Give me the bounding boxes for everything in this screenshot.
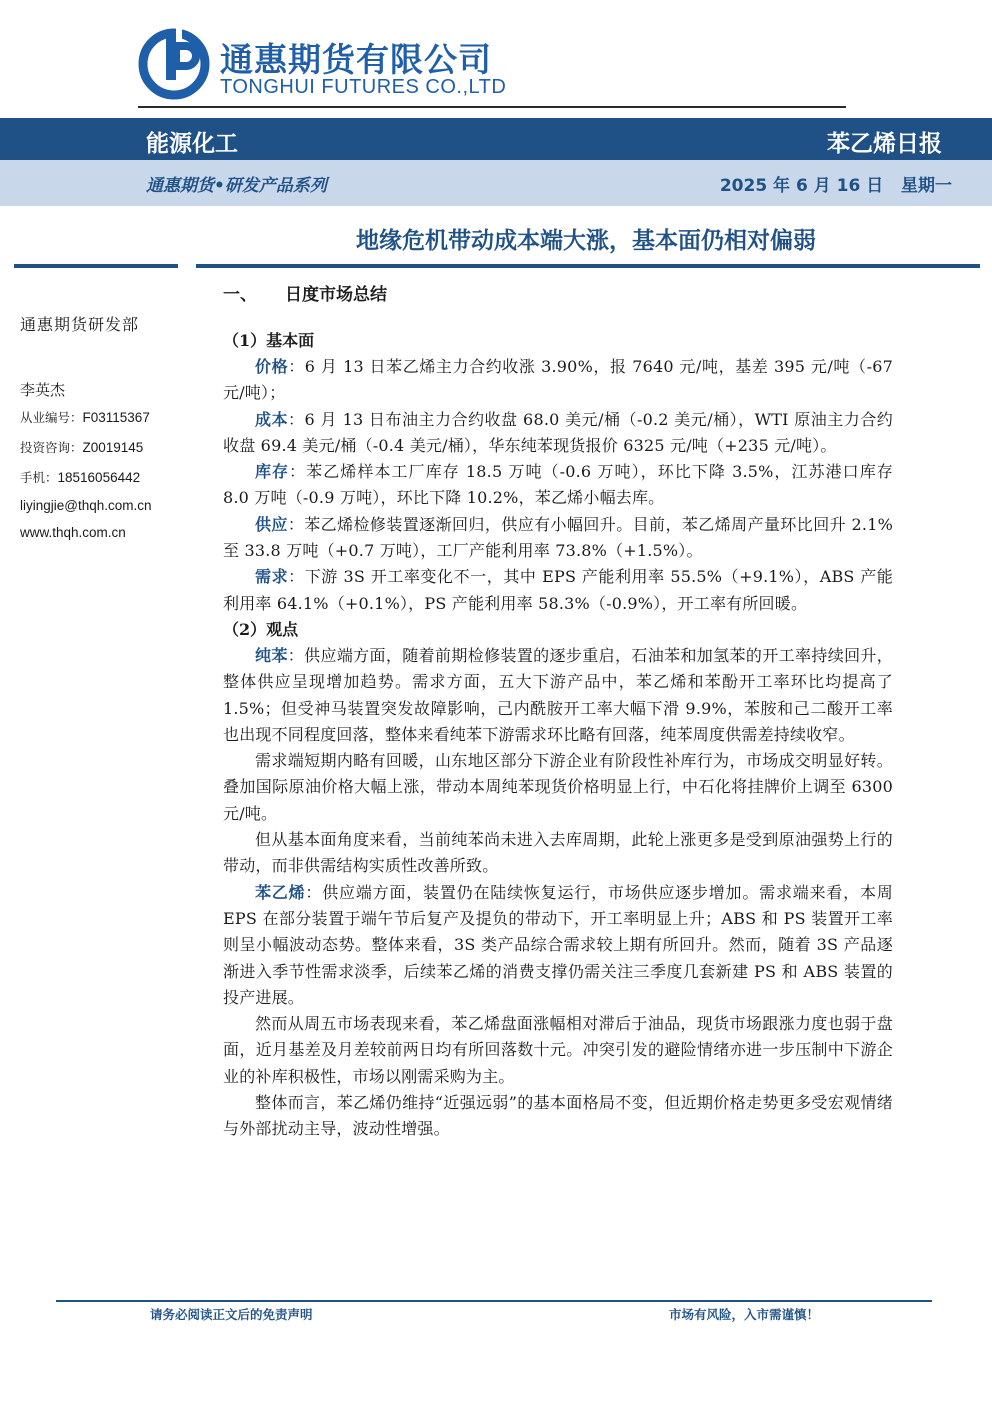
weekday-text: 星期一: [901, 176, 952, 196]
license-label: 从业编号：: [20, 410, 83, 425]
consult-value: Z0019145: [82, 440, 144, 455]
analyst-name: 李英杰: [20, 381, 66, 399]
category-label: 能源化工: [146, 131, 238, 157]
footer-divider: [56, 1300, 932, 1302]
consult-number: [20, 438, 200, 456]
text-supply: ：苯乙烯检修装置逐渐回归，供应有小幅回升。目前，苯乙烯周产量环比回升 2.1%至 33.8 万吨（+0.7 万吨），工厂产能利用率 73.8%（+1.5%）。: [223, 514, 893, 561]
license-value: F03115367: [82, 410, 150, 425]
title-divider-left: [14, 264, 178, 268]
paragraph-benzene-3: 但从基本面角度来看，当前纯苯尚未进入去库周期，此轮上涨更多是受到原油强势上行的带动，而非供需结构实质性改善所致。: [223, 830, 893, 876]
subheading-fundamentals: （1）基本面: [223, 331, 315, 350]
key-cost: 成本: [255, 409, 289, 429]
text-benzene: ：供应端方面，随着前期检修装置的逐步重启，石油苯和加氢苯的开工率持续回升，整体供应呈现增加趋势。需求方面，五大下游产品中，苯乙烯和苯酚开工率环比均提高了 1.5%；但受神马装置突发故障影响，己内酰胺开工率大幅下滑 9.9%，苯胺和己二酸开工率也出现不同程度回落，整体来看纯苯下游需求环比略有回落，纯苯周度供需差持续收窄。: [223, 645, 893, 744]
section-heading: [223, 280, 893, 306]
disclaimer-note: 请务必阅读正文后的免责声明: [150, 1307, 313, 1322]
paragraph-supply: [223, 512, 893, 565]
subheading-views: （2）观点: [223, 619, 299, 639]
analyst-sidebar: [20, 312, 200, 540]
paragraph-cost: [223, 407, 893, 460]
paragraph-benzene-2: 需求端短期内略有回暖，山东地区部分下游企业有阶段性补库行为，市场成交明显好转。叠加国际原油价格大幅上涨，带动本周纯苯现货价格明显上行，中石化将挂牌价上调至 6300 元/吨。: [223, 751, 893, 823]
text-cost: ：6 月 13 日布油主力合约收盘 68.0 美元/桶（-0.2 美元/桶），WTI 原油主力合约收盘 69.4 美元/桶（-0.4 美元/桶），华东纯苯现货报价 6325 元/吨（+235 元/吨）。: [223, 409, 893, 455]
paragraph-price: [223, 354, 893, 407]
text-styrene: ：供应端方面，装置仍在陆续恢复运行，市场供应逐步增加。需求端来看，本周 EPS 在部分装置于端午节后复产及提负的带动下，开工率明显上升；ABS 和 PS 装置开工率则呈小幅波动态势。整体来看，3S 类产品综合需求较上期有所回升。然而，随着 3S 产品逐渐进入季节性需求淡季，后续苯乙烯的消费支撑仍需关注三季度几套新建 PS 和 ABS 装置的投产进展。: [223, 882, 893, 1007]
website-link[interactable]: www.thqh.com.cn: [20, 525, 126, 540]
paragraph-benzene: [223, 643, 893, 748]
text-inventory: ：苯乙烯样本工厂库存 18.5 万吨（-0.6 万吨），环比下降 3.5%，江苏港口库存 8.0 万吨（-0.9 万吨），环比下降 10.2%，苯乙烯小幅去库。: [223, 462, 893, 508]
paragraph-styrene: [223, 880, 893, 1011]
category-band: [0, 118, 992, 160]
key-styrene: 苯乙烯: [255, 882, 306, 902]
paragraph-inventory: [223, 459, 893, 512]
section-title: 日度市场总结: [285, 285, 387, 305]
company-logo-icon: [138, 28, 210, 100]
paragraph-styrene-3: 整体而言，苯乙烯仍维持“近强远弱”的基本面格局不变，但近期价格走势更多受宏观情绪与外部扰动主导，波动性增强。: [223, 1093, 893, 1139]
logo-chinese-name: 通惠期货有限公司: [220, 40, 492, 79]
key-price: 价格: [255, 357, 289, 376]
consult-label: 投资咨询：: [20, 440, 83, 455]
paragraph-demand: [223, 564, 893, 617]
report-title: 地缘危机带动成本端大涨，基本面仍相对偏弱: [356, 228, 816, 254]
paragraph-styrene-2: 然而从周五市场表现来看，苯乙烯盘面涨幅相对滞后于油品，现货市场跟涨力度也弱于盘面，近月基差及月差较前两日均有所回落数十元。冲突引发的避险情绪亦进一步压制中下游企业的补库积极性，市场以刚需采购为主。: [223, 1014, 893, 1086]
key-supply: 供应: [255, 514, 288, 534]
report-body: [223, 280, 893, 1143]
section-number: 一、: [223, 285, 257, 305]
company-logo: [138, 28, 518, 108]
title-divider-right: [196, 264, 980, 268]
key-inventory: 库存: [255, 462, 290, 482]
risk-warning: 市场有风险，入市需谨慎！: [668, 1307, 819, 1322]
phone-value: 18516056442: [57, 470, 141, 485]
series-band: [0, 160, 992, 206]
key-demand: 需求: [255, 567, 289, 587]
text-price: ：6 月 13 日苯乙烯主力合约收涨 3.90%，报 7640 元/吨，基差 395 元/吨（-67 元/吨）；: [223, 357, 893, 403]
key-benzene: 纯苯: [255, 645, 288, 665]
header-divider: [138, 106, 846, 108]
report-name: 苯乙烯日报: [827, 131, 942, 157]
series-label: 通惠期货•研发产品系列: [146, 176, 327, 196]
text-demand: ：下游 3S 开工率变化不一，其中 EPS 产能利用率 55.5%（+9.1%），ABS 产能利用率 64.1%（+0.1%），PS 产能利用率 58.3%（-0.9%），开工率有所回暖。: [223, 567, 893, 613]
report-date: [720, 171, 952, 196]
license-number: [20, 408, 200, 426]
phone-label: 手机：: [20, 470, 58, 485]
email-link[interactable]: liyingjie@thqh.com.cn: [20, 498, 152, 513]
date-text: 2025 年 6 月 16 日: [719, 176, 884, 196]
phone-number: [20, 468, 200, 486]
logo-english-name: TONGHUI FUTURES CO.,LTD: [220, 76, 507, 98]
department-name: 通惠期货研发部: [20, 315, 140, 334]
